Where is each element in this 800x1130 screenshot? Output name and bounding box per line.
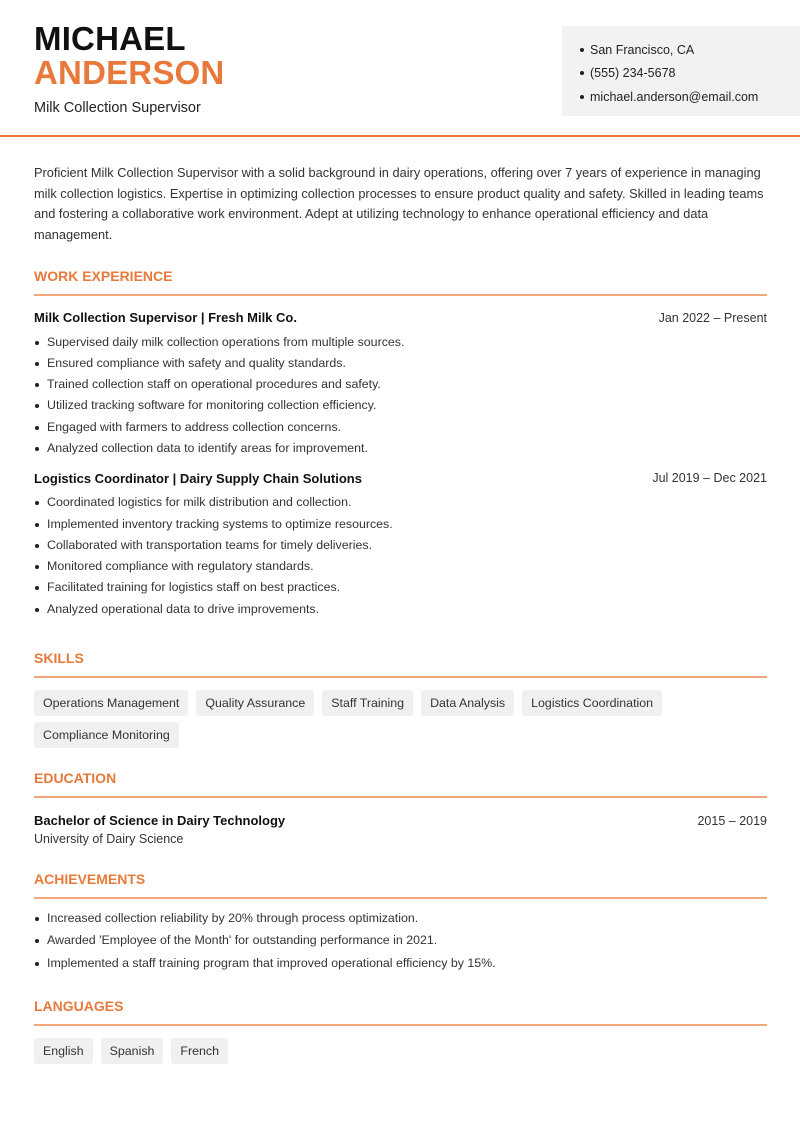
first-name: MICHAEL (34, 20, 186, 57)
contact-box (562, 26, 800, 116)
section-divider (34, 676, 767, 678)
section-title: EDUCATION (34, 770, 117, 786)
language-tag: English (34, 1038, 93, 1064)
job-title: Logistics Coordinator | Dairy Supply Chain Solutions (34, 470, 362, 486)
list-item: Coordinated logistics for milk distribution and collection. (34, 492, 767, 513)
section-title: ACHIEVEMENTS (34, 871, 146, 887)
list-item: Ensured compliance with safety and quality standards. (34, 353, 767, 374)
list-item: Awarded 'Employee of the Month' for outstanding performance in 2021. (34, 929, 767, 952)
phone-text: (555) 234-5678 (590, 66, 676, 81)
list-item: Monitored compliance with regulatory standards. (34, 556, 767, 577)
list-item: Analyzed collection data to identify areas for improvement. (34, 438, 767, 459)
language-tag: French (171, 1038, 228, 1064)
skills-section (34, 648, 767, 754)
skill-tag: Compliance Monitoring (34, 722, 179, 748)
skill-tag: Quality Assurance (196, 690, 314, 716)
achievements-list (34, 907, 767, 975)
education-dates: 2015 – 2019 (697, 813, 767, 828)
achievements-section (34, 869, 767, 974)
section-title: SKILLS (34, 650, 84, 666)
contact-location (580, 38, 800, 62)
job-header (34, 308, 767, 328)
contact-email (580, 85, 800, 109)
email-text: michael.anderson@email.com (590, 89, 759, 104)
job-bullets (34, 492, 767, 620)
skill-tag: Operations Management (34, 690, 188, 716)
languages-section (34, 996, 767, 1070)
job-dates: Jan 2022 – Present (658, 310, 767, 325)
list-item: Trained collection staff on operational procedures and safety. (34, 374, 767, 395)
education-header (34, 811, 767, 831)
list-item: Analyzed operational data to drive improvements. (34, 599, 767, 620)
list-item: Increased collection reliability by 20% through process optimization. (34, 907, 767, 930)
job-bullets (34, 332, 767, 460)
section-divider (34, 796, 767, 798)
education-section (34, 768, 767, 846)
section-divider (34, 294, 767, 296)
bullet-icon (580, 71, 584, 75)
list-item: Implemented inventory tracking systems to optimize resources. (34, 514, 767, 535)
last-name: ANDERSON (34, 54, 225, 91)
school-name: University of Dairy Science (34, 831, 184, 846)
list-item: Facilitated training for logistics staff on best practices. (34, 577, 767, 598)
skill-tag: Staff Training (322, 690, 413, 716)
list-item: Supervised daily milk collection operations from multiple sources. (34, 332, 767, 353)
bullet-icon (580, 95, 584, 99)
job-role: Milk Collection Supervisor (34, 100, 201, 116)
list-item: Collaborated with transportation teams for timely deliveries. (34, 535, 767, 556)
candidate-name (34, 22, 224, 90)
section-title: WORK EXPERIENCE (34, 268, 173, 284)
resume-header (0, 0, 800, 137)
section-divider (34, 1024, 767, 1026)
skills-list (34, 690, 767, 754)
list-item: Implemented a staff training program that improved operational efficiency by 15%. (34, 952, 767, 975)
job-dates: Jul 2019 – Dec 2021 (652, 471, 767, 486)
work-experience-section (34, 266, 767, 620)
job-header (34, 468, 767, 488)
skill-tag: Logistics Coordination (522, 690, 662, 716)
contact-phone (580, 62, 800, 86)
list-item: Engaged with farmers to address collection concerns. (34, 417, 767, 438)
skill-tag: Data Analysis (421, 690, 514, 716)
language-tag: Spanish (101, 1038, 164, 1064)
section-divider (34, 897, 767, 899)
degree-title: Bachelor of Science in Dairy Technology (34, 813, 286, 828)
bullet-icon (580, 48, 584, 52)
location-text: San Francisco, CA (590, 42, 695, 57)
job-title: Milk Collection Supervisor | Fresh Milk Co. (34, 310, 297, 325)
languages-list (34, 1038, 767, 1070)
list-item: Utilized tracking software for monitoring collection efficiency. (34, 395, 767, 416)
section-title: LANGUAGES (34, 998, 124, 1014)
professional-summary: Proficient Milk Collection Supervisor with a solid background in dairy operations, offering over 7 years of experience in managing milk collection logistics. Expertise in optimizing collection processes to ensure product quality and safety. Skilled in leading teams and fostering a collaborative work environment. Adept at utilizing technology to enhance operational efficiency and data management. (34, 165, 764, 243)
